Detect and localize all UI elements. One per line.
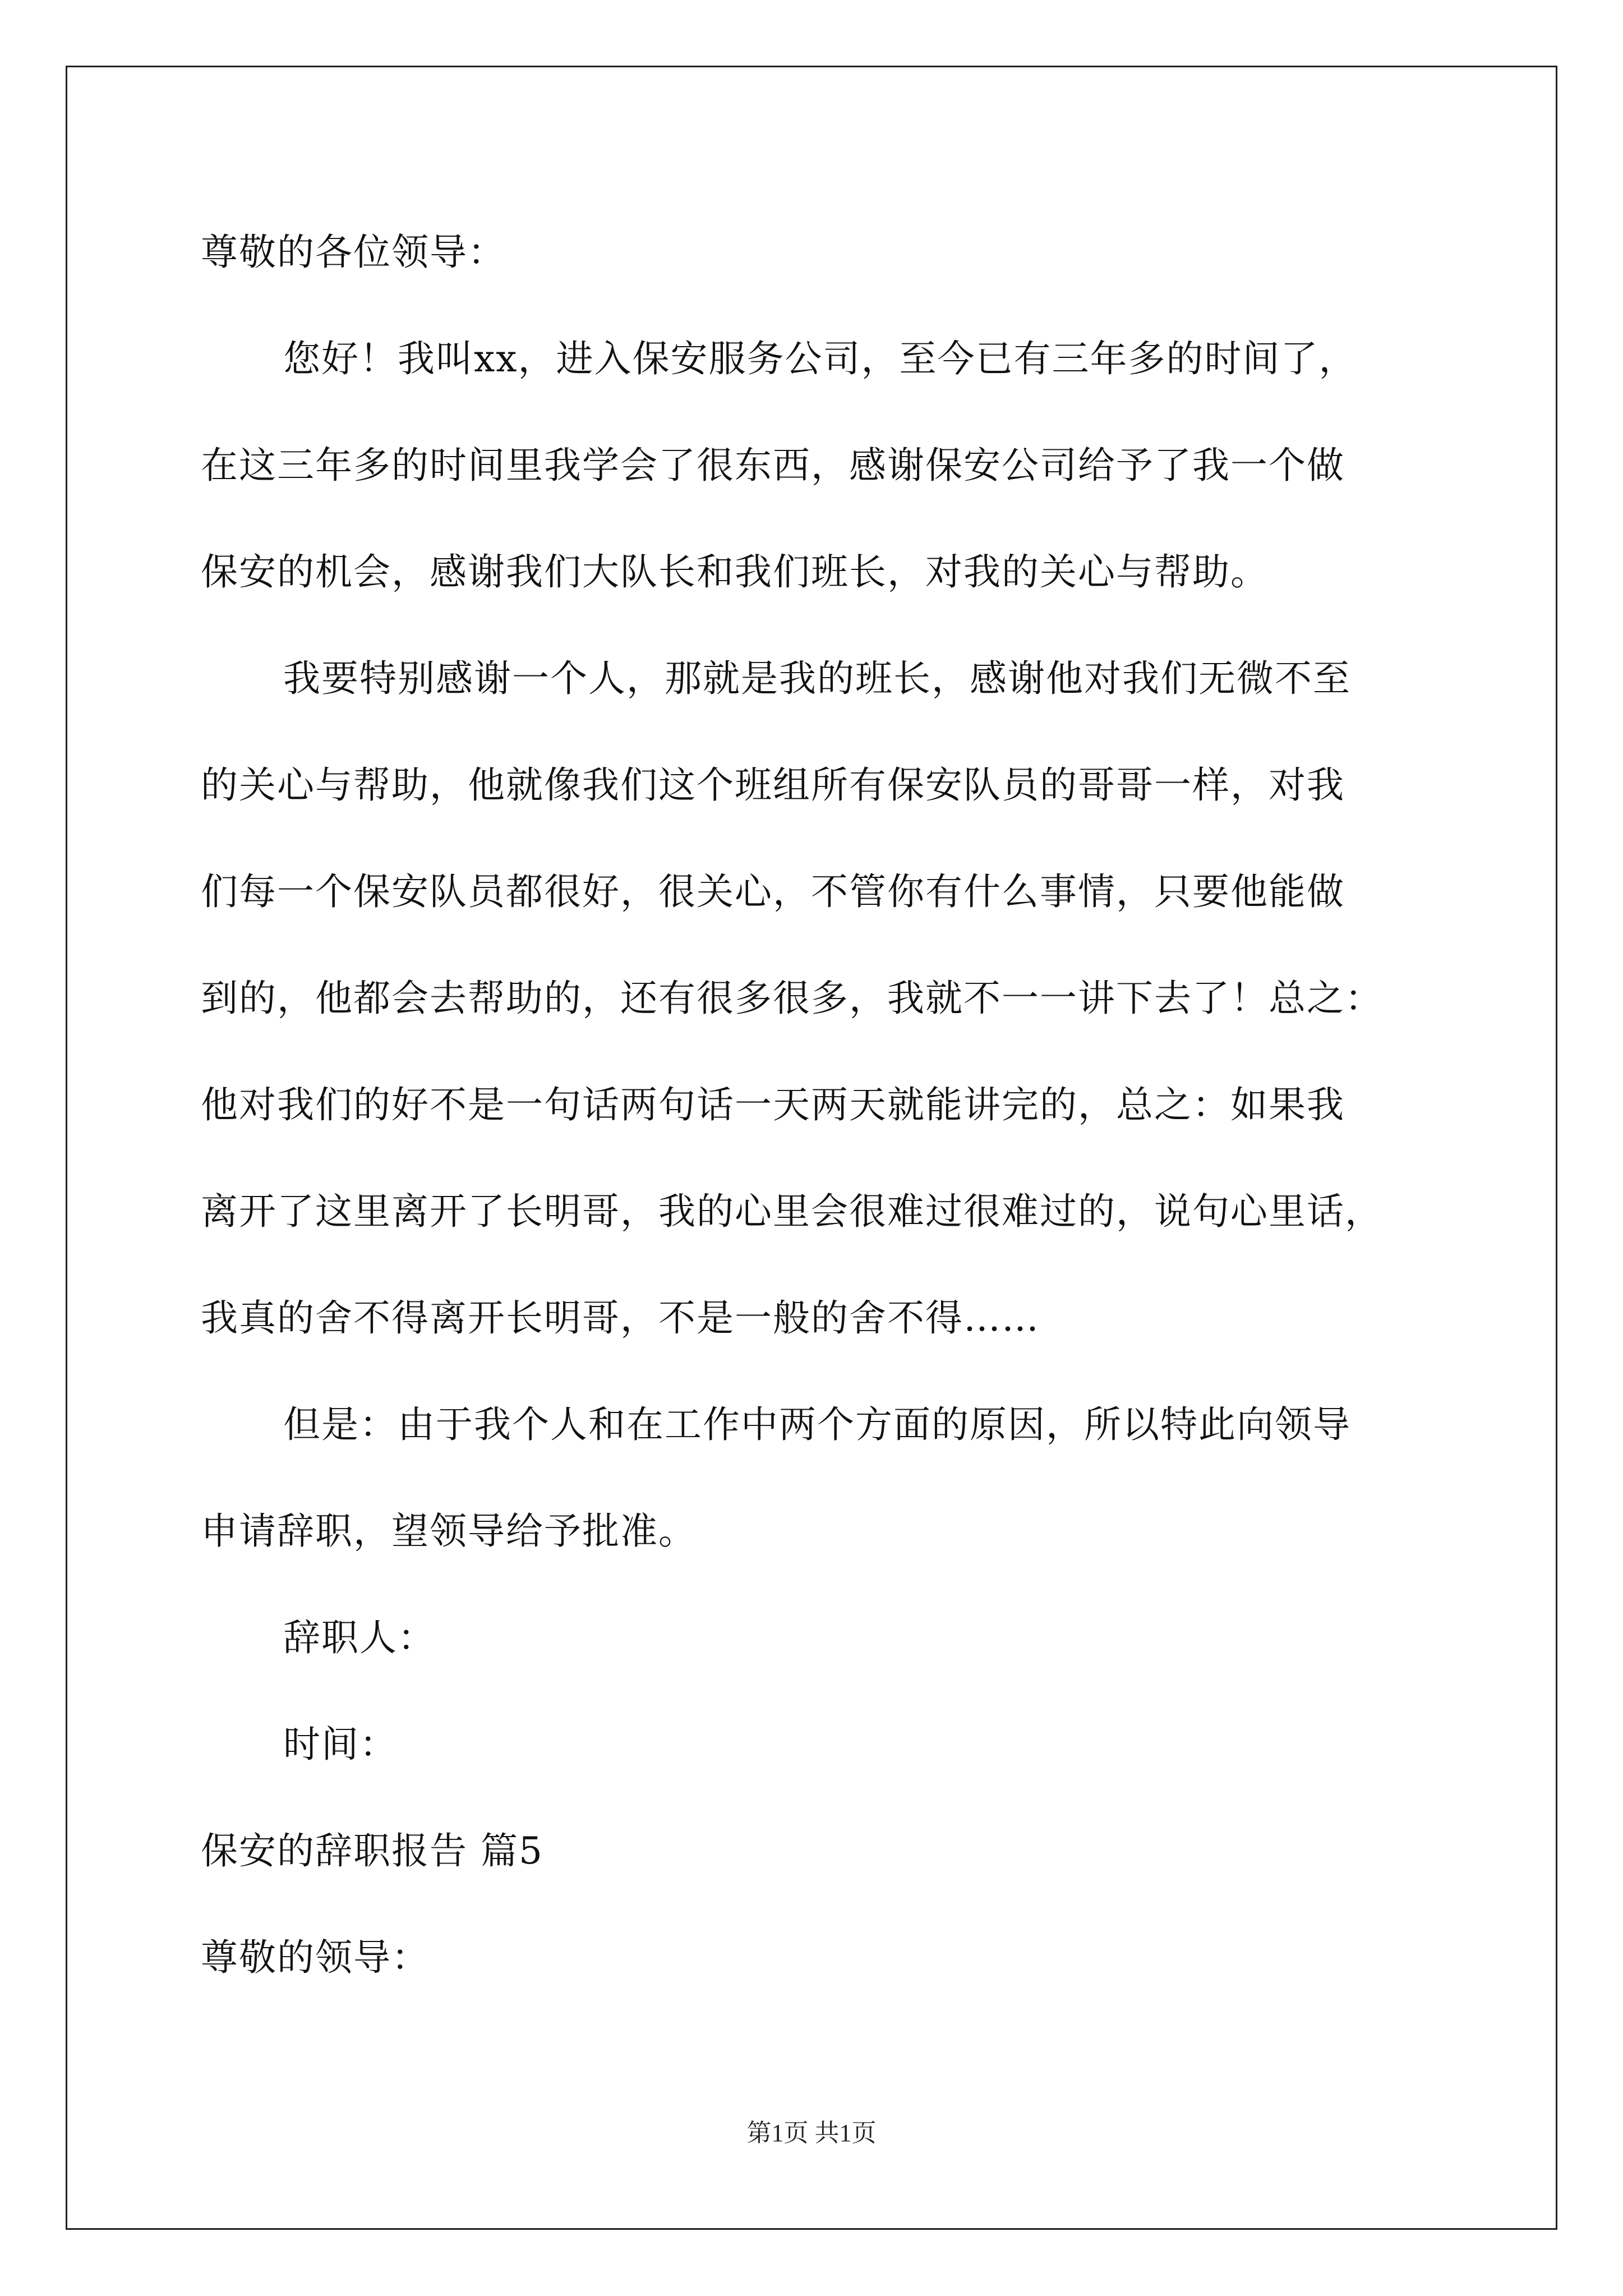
paragraph-line: 离开了这里离开了长明哥，我的心里会很难过很难过的，说句心里话， bbox=[201, 1190, 1383, 1233]
salutation: 尊敬的领导： bbox=[201, 1936, 430, 1979]
date-label: 时间： bbox=[283, 1723, 398, 1766]
paragraph-line: 在这三年多的时间里我学会了很东西，感谢保安公司给予了我一个做 bbox=[201, 444, 1345, 487]
paragraph-line: 们每一个保安队员都很好，很关心，不管你有什么事情，只要他能做 bbox=[201, 870, 1345, 913]
paragraph-line: 您好！我叫xx，进入保安服务公司，至今已有三年多的时间了， bbox=[283, 337, 1357, 380]
page-footer: 第1页 共1页 bbox=[746, 2119, 877, 2147]
paragraph-line: 他对我们的好不是一句话两句话一天两天就能讲完的，总之：如果我 bbox=[201, 1083, 1345, 1126]
paragraph-line: 申请辞职，望领导给予批准。 bbox=[201, 1510, 697, 1553]
paragraph-line: 保安的机会，感谢我们大队长和我们班长，对我的关心与帮助。 bbox=[201, 550, 1269, 593]
paragraph-line: 但是：由于我个人和在工作中两个方面的原因，所以特此向领导 bbox=[283, 1403, 1351, 1446]
page-border bbox=[66, 66, 1557, 2230]
section-heading: 保安的辞职报告 篇5 bbox=[201, 1829, 543, 1872]
salutation: 尊敬的各位领导： bbox=[201, 231, 506, 274]
paragraph-line: 的关心与帮助，他就像我们这个班组所有保安队员的哥哥一样，对我 bbox=[201, 763, 1345, 807]
paragraph-line: 我真的舍不得离开长明哥，不是一般的舍不得…… bbox=[201, 1296, 1040, 1340]
paragraph-line: 我要特别感谢一个人，那就是我的班长，感谢他对我们无微不至 bbox=[283, 657, 1351, 700]
paragraph-line: 到的，他都会去帮助的，还有很多很多，我就不一一讲下去了！总之： bbox=[201, 977, 1383, 1020]
signature-label: 辞职人： bbox=[283, 1616, 436, 1659]
